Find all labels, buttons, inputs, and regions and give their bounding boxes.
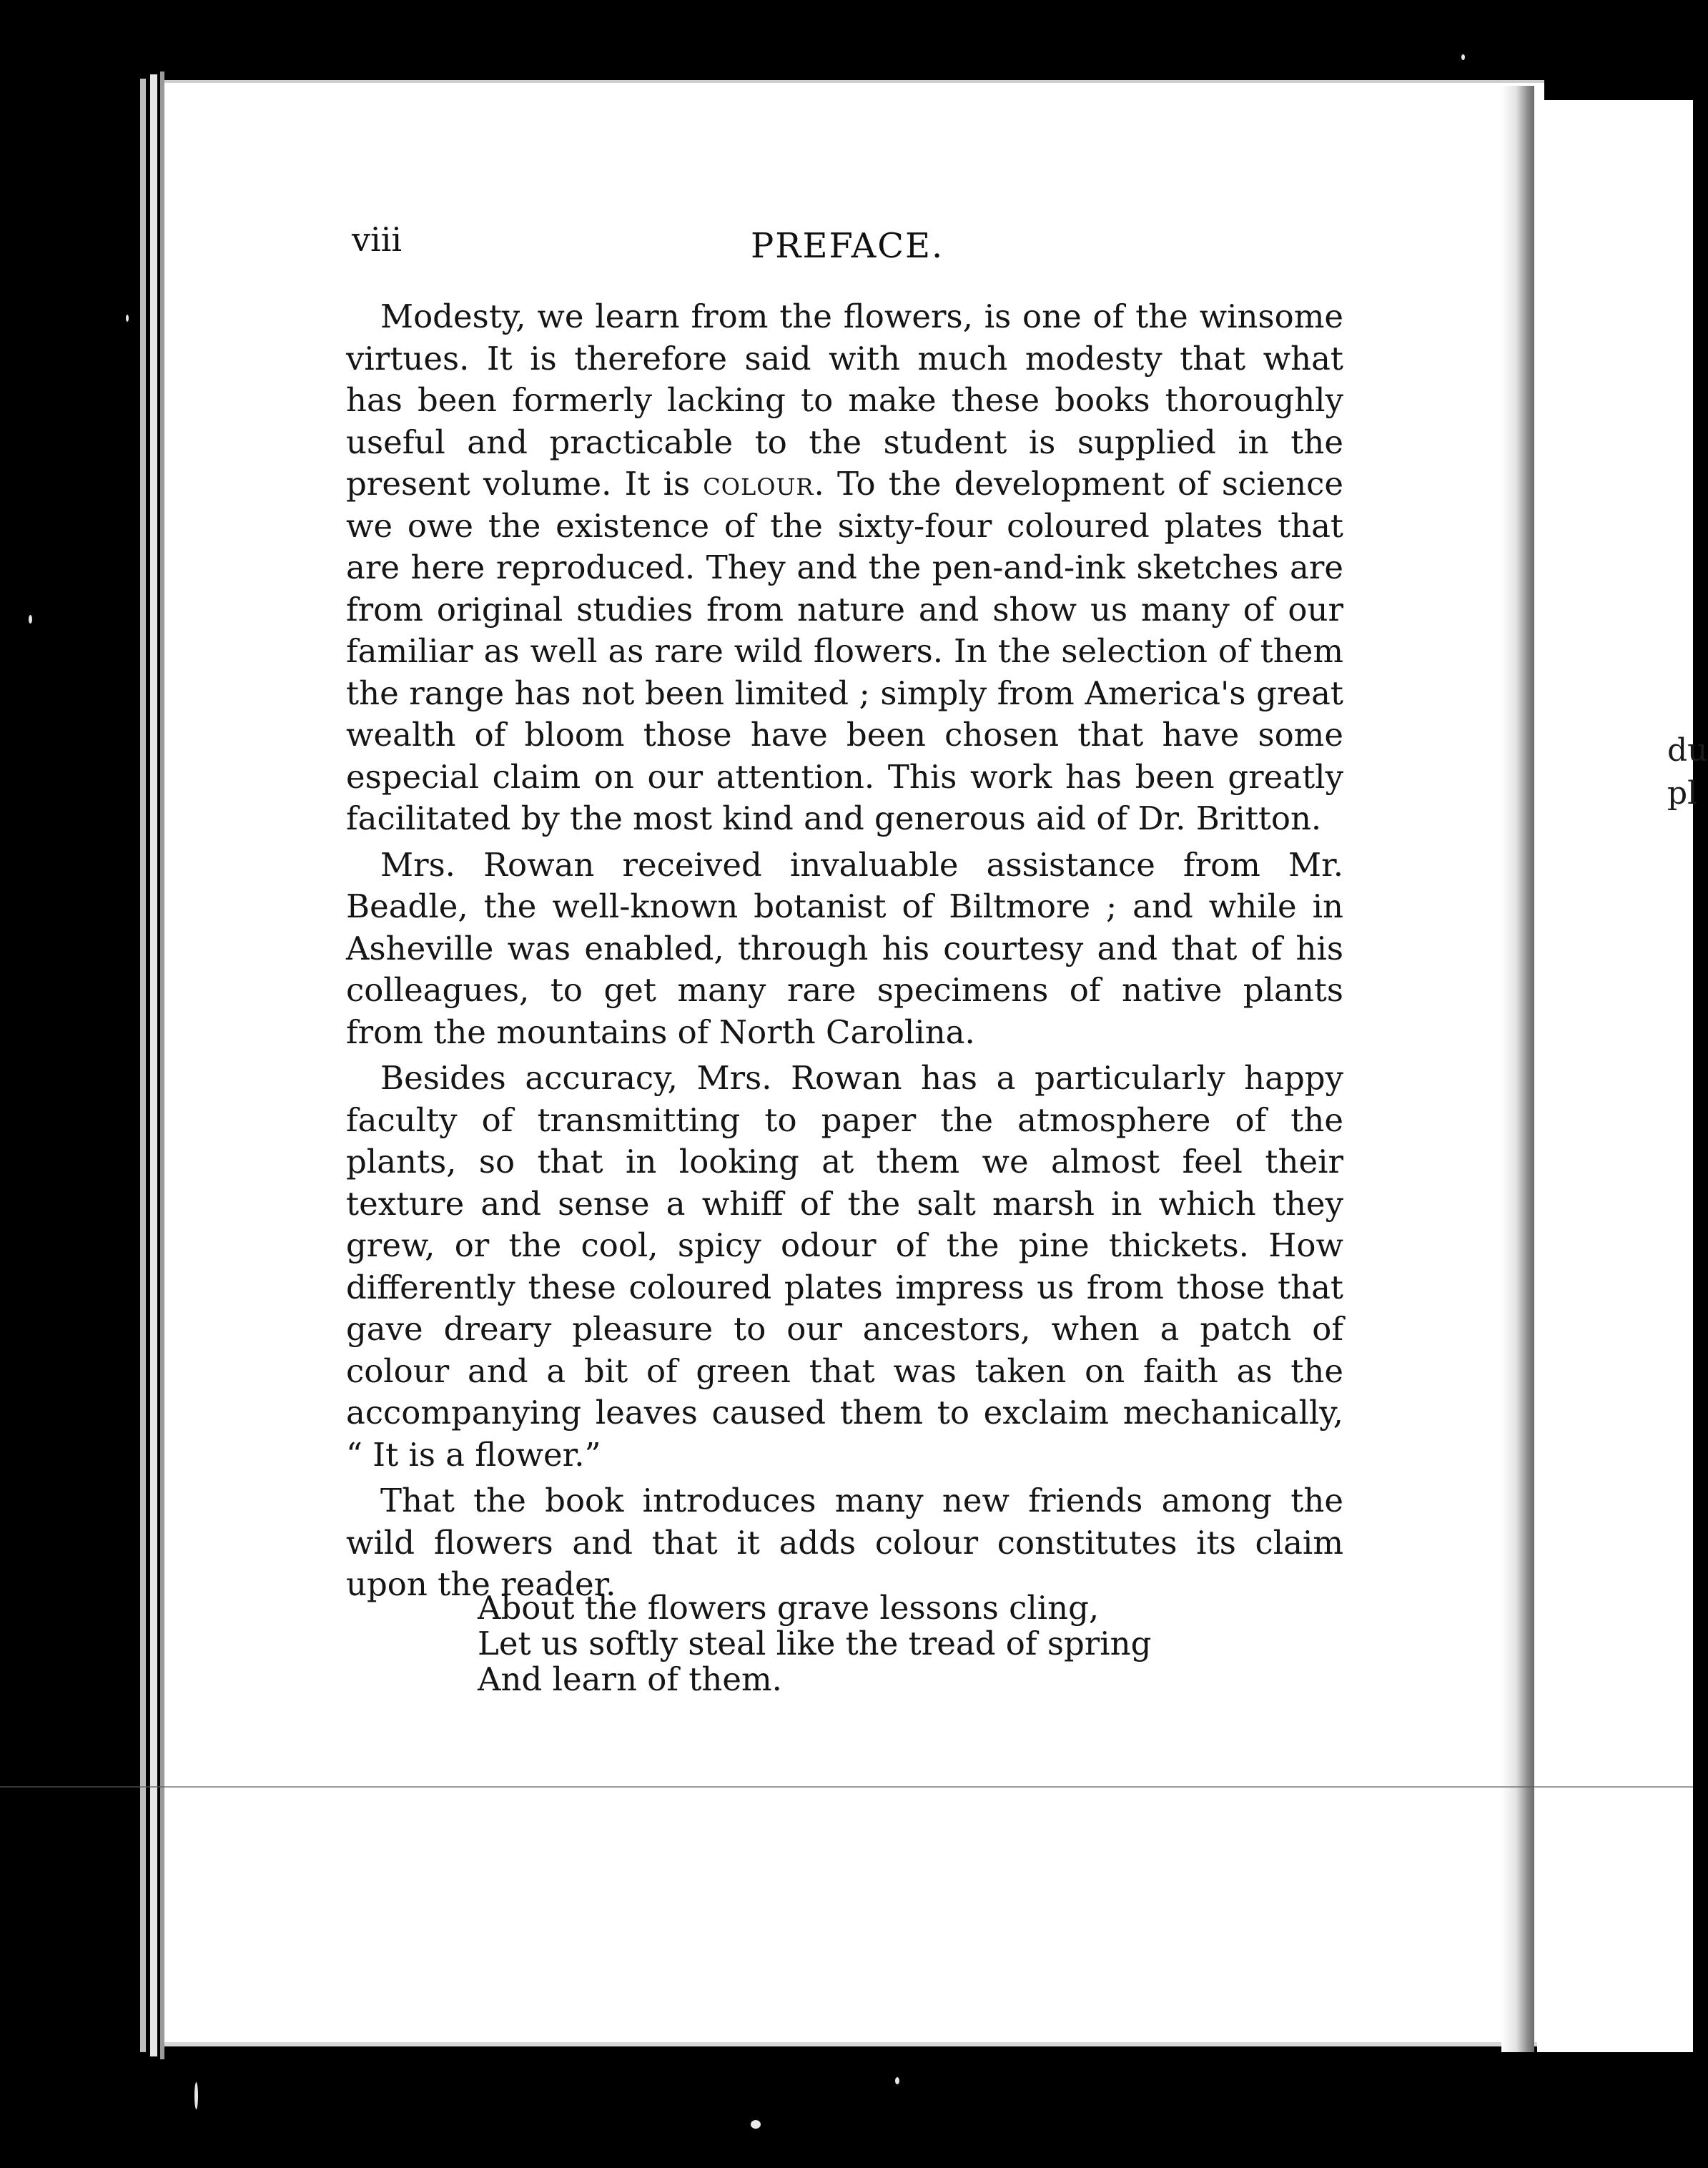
scan-artifact-line xyxy=(0,1786,1693,1788)
scan-speck xyxy=(751,2120,761,2129)
page-edge-leaf xyxy=(150,74,157,2056)
verse xyxy=(478,1590,1151,1698)
facing-page xyxy=(1537,100,1708,2052)
preface-body xyxy=(346,296,1343,1610)
page-gutter xyxy=(1501,86,1534,2052)
scan-speck xyxy=(29,615,32,624)
scan-speck xyxy=(1461,54,1465,60)
paragraph: Besides accuracy, Mrs. Rowan has a particularly happy faculty of transmitting to paper the atmosphere of the plants, so that in looking at them we almost feel their texture and sense a whiff of the salt marsh in which they grew, or the cool, spicy odour of the pine thickets. How differently these coloured plates impress us from those that gave dreary pleasure to our ancestors, when a patch of colour and a bit of green that was taken on faith as the accompanying leaves caused them to exclaim mechanically, “ It is a flower.” xyxy=(346,1059,1343,1474)
verse-line: Let us softly steal like the tread of spring xyxy=(478,1625,1152,1662)
facing-page-fragment: du xyxy=(1667,732,1708,769)
paragraph: That the book introduces many new friends among the wild flowers and that it adds colour constitutes its claim upon the reader. xyxy=(346,1482,1343,1603)
small-caps-word: colour xyxy=(703,465,814,503)
page-number: viii xyxy=(352,220,403,259)
paragraph: Mrs. Rowan received invaluable assistance from Mr. Beadle, the well-known botanist of Biltmore ; and while in Asheville was enabled, through his courtesy and that of his colleagues, to get many rare specimens of native plants from the mountains of North Carolina. xyxy=(346,845,1343,1051)
paragraph xyxy=(346,296,1343,840)
paragraph-text: . To the development of science we owe the existence of the sixty-four coloured plates that are here reproduced. They and the pen-and-ink sketches are from original studies from nature and show us many of our familiar as well as rare wild flowers. In the selection of them the range has not been limited ; simply from America's great wealth of bloom those have been chosen that have some especial claim on our attention. This work has been greatly facilitated by the most kind and generous aid of Dr. Britton. xyxy=(346,465,1343,837)
scan-speck xyxy=(194,2082,198,2109)
facing-page-fragment: pl xyxy=(1667,775,1698,812)
running-head: PREFACE. xyxy=(751,226,944,266)
verse-line: And learn of them. xyxy=(478,1660,782,1698)
scan-speck xyxy=(895,2077,899,2084)
scan-speck xyxy=(126,315,129,322)
verse-line: About the flowers grave lessons cling, xyxy=(478,1589,1100,1627)
page-edge-leaf xyxy=(140,79,146,2052)
paragraph-text: Modesty, we learn from the flowers, is one of the winsome virtues. It is therefore said with much modesty that what has been formerly lacking to make these books thoroughly useful and practicable to the student is supplied in the present volume. It is xyxy=(346,297,1343,503)
